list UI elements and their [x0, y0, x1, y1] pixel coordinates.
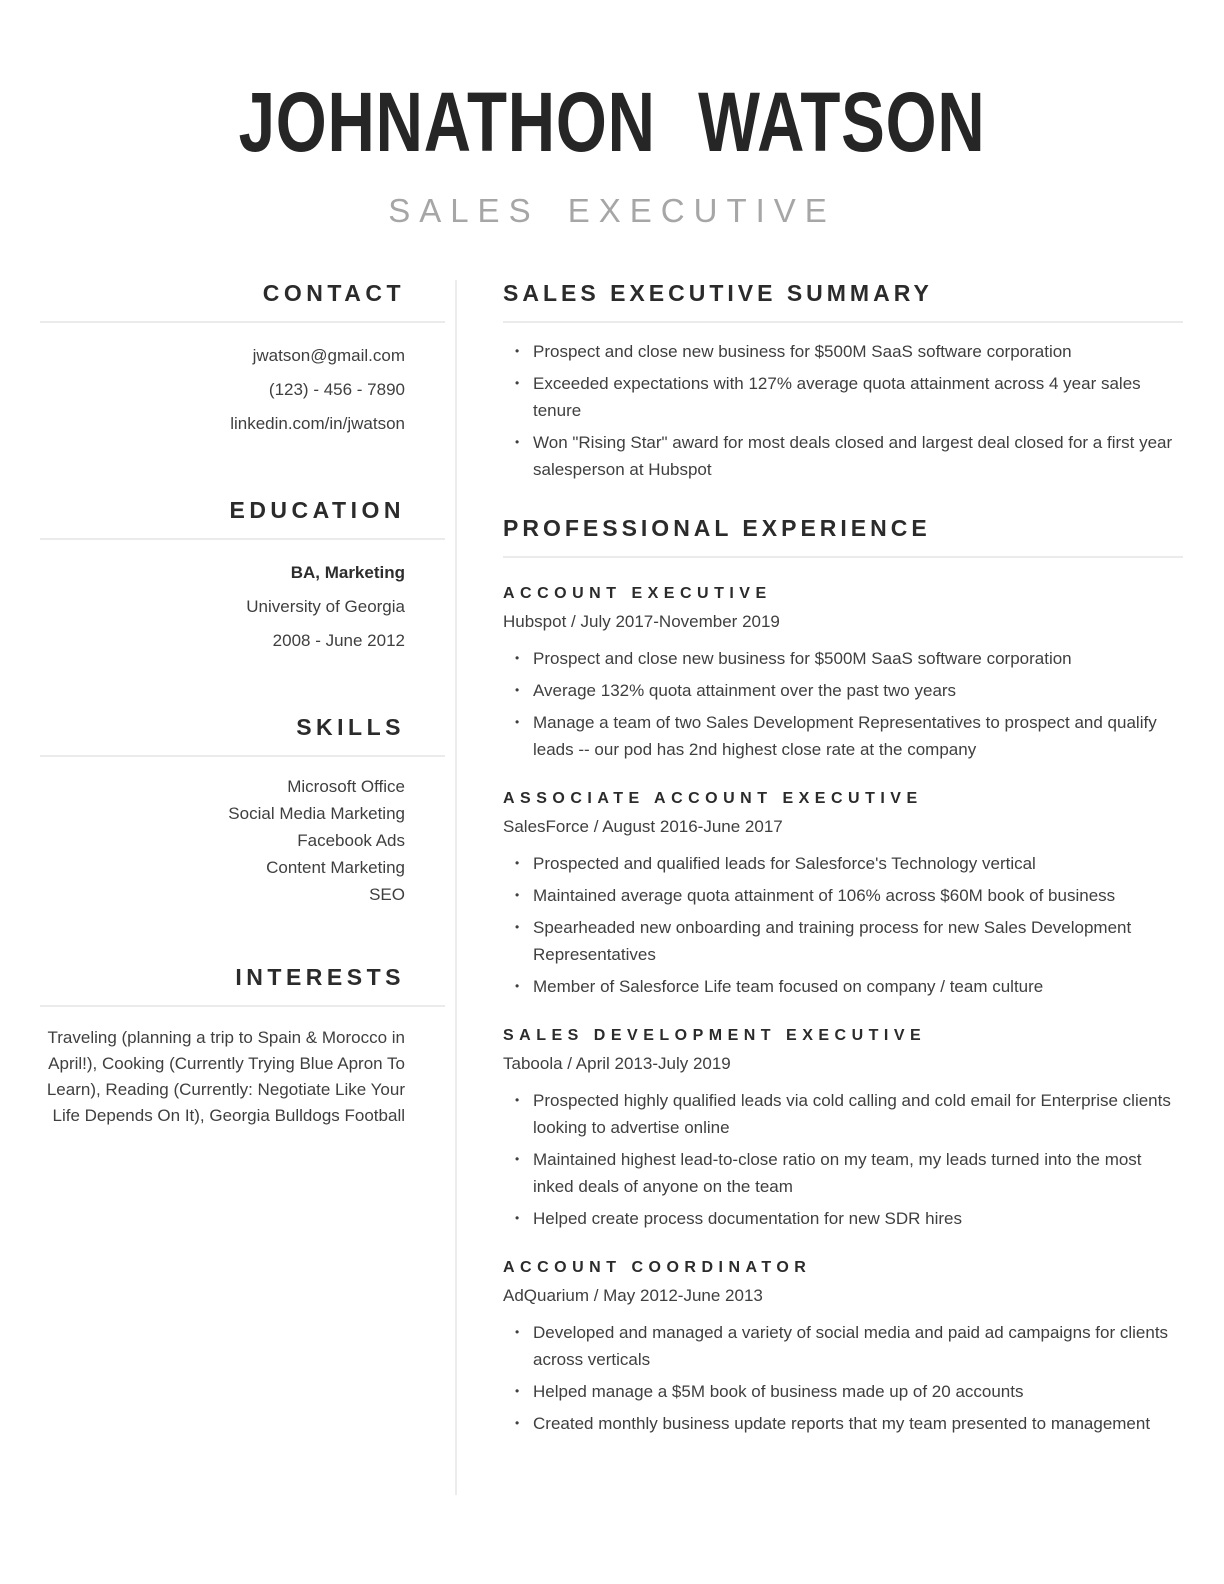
job-title: SALES DEVELOPMENT EXECUTIVE — [503, 1027, 927, 1044]
contact-items — [40, 339, 405, 441]
summary-section — [503, 280, 1183, 483]
section-rule — [503, 321, 1183, 323]
job-bullet: • Manage a team of two Sales Development Representatives to prospect and qualify leads -- our pod has 2nd highest close rate at the company — [503, 709, 1183, 763]
job-bullet: • Maintained average quota attainment of 106% across $60M book of business — [503, 882, 1183, 909]
skill-item: Social Media Marketing — [228, 804, 405, 823]
job-bullet: • Helped manage a $5M book of business made up of 20 accounts — [503, 1378, 1183, 1405]
interests-section — [40, 964, 445, 1129]
job-bullet: • Maintained highest lead-to-close ratio on my team, my leads turned into the most inked deals of anyone on the team — [503, 1146, 1183, 1200]
job-bullets — [503, 850, 1183, 1000]
job-bullet: • Developed and managed a variety of social media and paid ad campaigns for clients across verticals — [503, 1319, 1183, 1373]
skill-item: Facebook Ads — [297, 831, 405, 850]
job-bullet: • Helped create process documentation for new SDR hires — [503, 1205, 1183, 1232]
job-bullet: • Prospected and qualified leads for Salesforce's Technology vertical — [503, 850, 1183, 877]
summary-bullet: • Prospect and close new business for $500M SaaS software corporation — [503, 338, 1183, 365]
contact-heading: CONTACT — [262, 280, 405, 306]
contact-email: jwatson@gmail.com — [252, 346, 405, 365]
job-title: ACCOUNT EXECUTIVE — [503, 585, 772, 602]
interests-heading: INTERESTS — [235, 964, 405, 990]
skill-item: SEO — [369, 885, 405, 904]
main-content — [503, 280, 1183, 1442]
job-company-dates: Hubspot / July 2017-November 2019 — [503, 612, 780, 631]
contact-phone: (123) - 456 - 7890 — [268, 380, 405, 399]
job-entry — [503, 1027, 1183, 1232]
section-rule — [503, 556, 1183, 558]
job-entry — [503, 1259, 1183, 1437]
job-bullets — [503, 645, 1183, 763]
job-bullet: • Member of Salesforce Life team focused on company / team culture — [503, 973, 1183, 1000]
experience-section — [503, 515, 1183, 1437]
section-rule — [40, 755, 445, 757]
skills-heading: SKILLS — [296, 714, 405, 740]
job-bullet: • Prospected highly qualified leads via cold calling and cold email for Enterprise clients looking to advertise online — [503, 1087, 1183, 1141]
job-bullets — [503, 1087, 1183, 1232]
education-section — [40, 497, 445, 658]
candidate-job-title: SALES EXECUTIVE — [388, 192, 836, 229]
column-divider — [455, 280, 457, 1495]
education-degree: BA, Marketing — [290, 563, 405, 582]
education-heading: EDUCATION — [229, 497, 405, 523]
job-company-dates: AdQuarium / May 2012-June 2013 — [503, 1286, 763, 1305]
education-school: University of Georgia — [246, 597, 405, 616]
skill-item: Microsoft Office — [287, 777, 405, 796]
job-title: ACCOUNT COORDINATOR — [503, 1259, 812, 1276]
summary-bullet: • Won "Rising Star" award for most deals closed and largest deal closed for a first year salesperson at Hubspot — [503, 429, 1183, 483]
skills-list — [40, 773, 405, 908]
summary-bullets — [503, 338, 1183, 483]
job-company-dates: SalesForce / August 2016-June 2017 — [503, 817, 783, 836]
job-company-dates: Taboola / April 2013-July 2019 — [503, 1054, 731, 1073]
resume-header — [0, 75, 1224, 230]
contact-section — [40, 280, 445, 441]
contact-linkedin: linkedin.com/in/jwatson — [230, 414, 405, 433]
job-bullet: • Average 132% quota attainment over the past two years — [503, 677, 1183, 704]
education-items — [40, 556, 405, 658]
section-rule — [40, 321, 445, 323]
skills-section — [40, 714, 445, 908]
job-bullet: • Created monthly business update reports that my team presented to management — [503, 1410, 1183, 1437]
content-columns — [0, 280, 1224, 1495]
candidate-name: JOHNATHON WATSON — [238, 75, 986, 169]
sidebar — [40, 280, 445, 1185]
summary-bullet: • Exceeded expectations with 127% average quota attainment across 4 year sales tenure — [503, 370, 1183, 424]
job-title: ASSOCIATE ACCOUNT EXECUTIVE — [503, 790, 923, 807]
job-bullet: • Prospect and close new business for $500M SaaS software corporation — [503, 645, 1183, 672]
skill-item: Content Marketing — [266, 858, 405, 877]
job-bullet: • Spearheaded new onboarding and training process for new Sales Development Representatives — [503, 914, 1183, 968]
job-bullets — [503, 1319, 1183, 1437]
section-rule — [40, 1005, 445, 1007]
job-entry — [503, 585, 1183, 763]
interests-text: Traveling (planning a trip to Spain & Morocco in April!), Cooking (Currently Trying Blue Apron To Learn), Reading (Currently: Negotiate Like Your Life Depends On It), Georgia Bulldogs Football — [46, 1028, 405, 1125]
section-rule — [40, 538, 445, 540]
experience-heading: PROFESSIONAL EXPERIENCE — [503, 515, 931, 541]
job-entry — [503, 790, 1183, 1000]
education-dates: 2008 - June 2012 — [272, 631, 405, 650]
summary-heading: SALES EXECUTIVE SUMMARY — [503, 280, 933, 306]
